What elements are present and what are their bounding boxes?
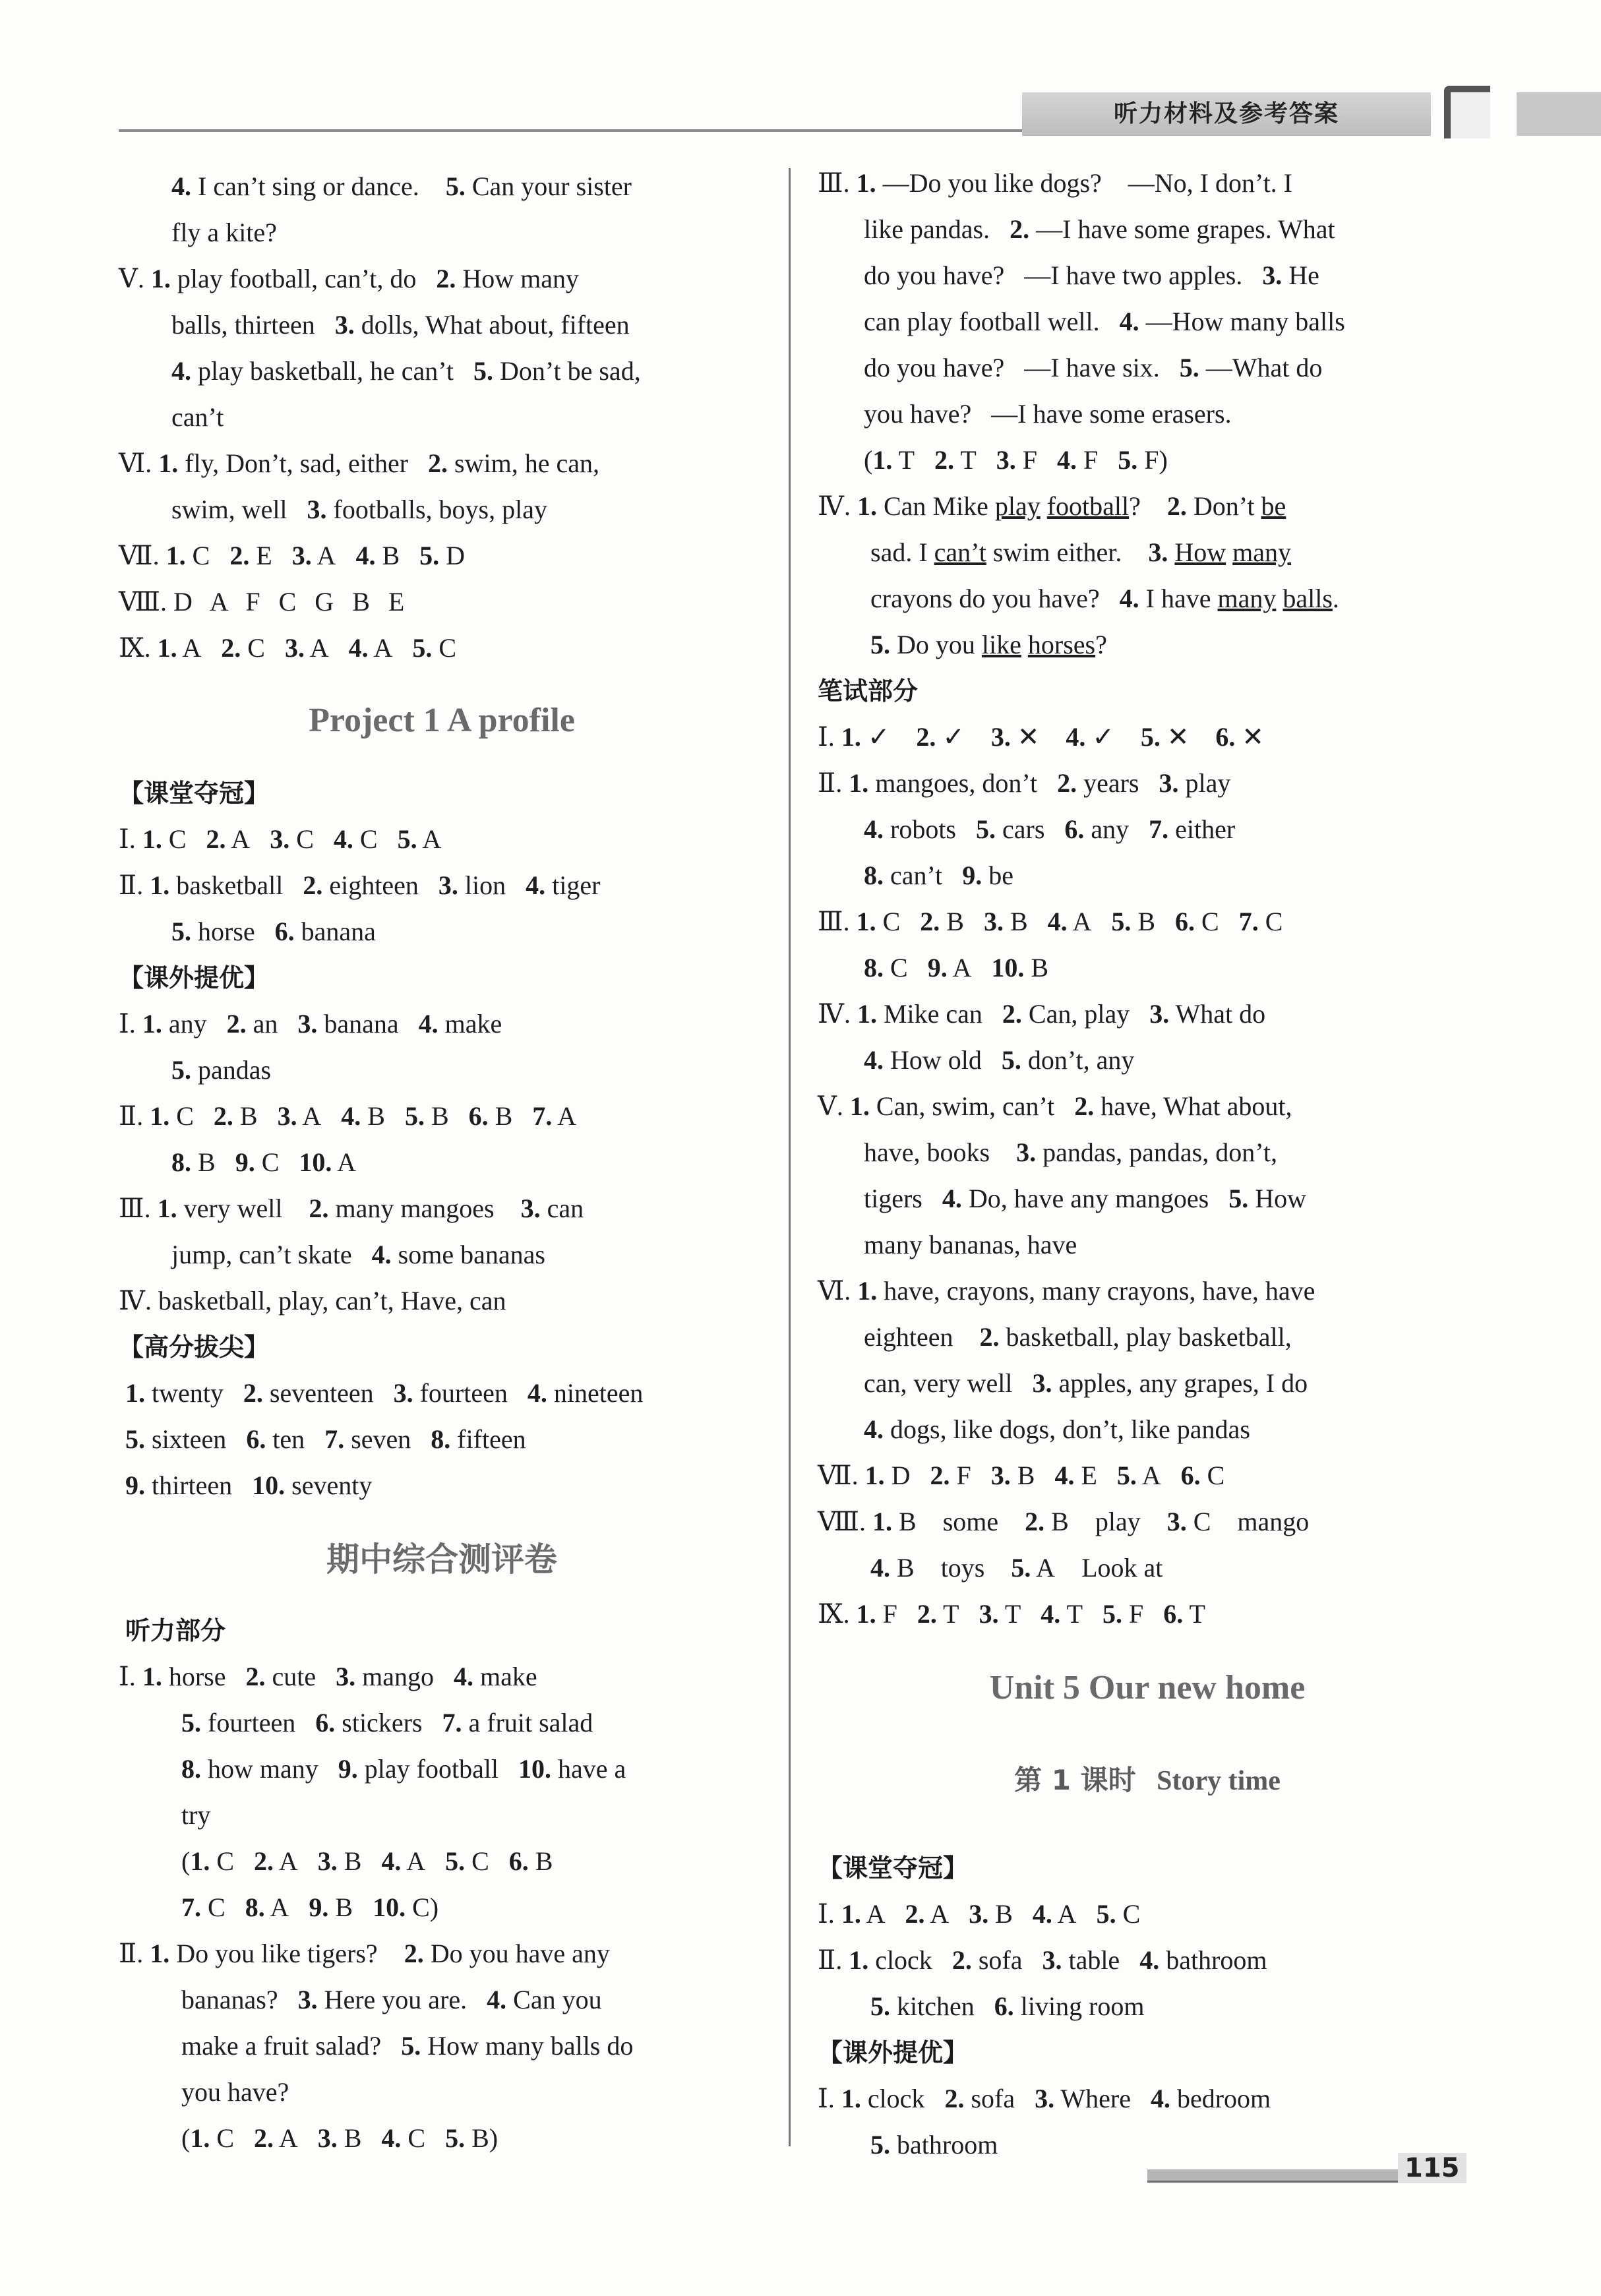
answer-line: have, books 3. pandas, pandas, don’t, [864, 1137, 1277, 1167]
footer-bar [1147, 2169, 1398, 2181]
section-title: Unit 5 Our new home [989, 1669, 1306, 1707]
section-title: 期中综合测评卷 [326, 1540, 557, 1579]
header-rule [119, 129, 1022, 132]
answer-line: like pandas. 2. —I have some grapes. What [864, 214, 1335, 244]
answer-line: 5. sixteen 6. ten 7. seven 8. fifteen [125, 1424, 526, 1454]
answer-line: tigers 4. Do, have any mangoes 5. How [864, 1184, 1306, 1213]
answer-line: Ⅲ. 1. very well 2. many mangoes 3. can [119, 1193, 584, 1223]
answer-line: Ⅰ. 1. horse 2. cute 3. mango 4. make [119, 1662, 537, 1691]
answer-line: Ⅴ. 1. Can, swim, can’t 2. have, What about, [818, 1091, 1292, 1121]
answer-line: sad. I can’t swim either. 3. How many [870, 537, 1292, 567]
answer-line: Ⅳ. basketball, play, can’t, Have, can [119, 1286, 506, 1315]
answer-line: 7. C 8. A 9. B 10. C) [181, 1892, 439, 1922]
answer-line: (1. C 2. A 3. B 4. C 5. B) [181, 2123, 498, 2153]
answer-line: Ⅳ. 1. Can Mike play football? 2. Don’t be [818, 491, 1286, 521]
answer-line: Ⅷ. D A F C G B E [119, 587, 405, 617]
answer-line: 4. How old 5. don’t, any [864, 1045, 1135, 1075]
answer-line: Ⅰ. 1. A 2. A 3. B 4. A 5. C [818, 1899, 1141, 1929]
answer-line: 5. kitchen 6. living room [870, 1991, 1145, 2021]
bracket-icon [1444, 86, 1490, 138]
answer-line: 4. dogs, like dogs, don’t, like pandas [864, 1414, 1250, 1444]
answer-line: Ⅰ. 1. ✓ 2. ✓ 3. ✕ 4. ✓ 5. ✕ 6. ✕ [818, 722, 1264, 752]
section-heading: 听力部分 [125, 1616, 226, 1645]
answer-line: 5. Do you like horses? [870, 630, 1107, 659]
page-number: 115 [1398, 2153, 1466, 2183]
answer-line: Ⅰ. 1. any 2. an 3. banana 4. make [119, 1009, 502, 1039]
answer-line: Ⅱ. 1. Do you like tigers? 2. Do you have any [119, 1939, 610, 1968]
answer-line: 8. B 9. C 10. A [171, 1147, 357, 1177]
answer-line: 5. pandas [171, 1055, 272, 1085]
answer-line: make a fruit salad? 5. How many balls do [181, 2031, 634, 2061]
section-subtitle: 第 1 课时 Story time [1014, 1764, 1281, 1796]
answer-line: 5. fourteen 6. stickers 7. a fruit salad [181, 1708, 593, 1737]
answer-line: (1. T 2. T 3. F 4. F 5. F) [864, 445, 1168, 475]
section-heading: 【课堂夺冠】 [119, 779, 270, 808]
section-heading: 笔试部分 [818, 677, 919, 706]
section-heading: 【课外提优】 [119, 963, 270, 992]
answer-line: 9. thirteen 10. seventy [125, 1470, 373, 1500]
answer-line: try [181, 1800, 211, 1830]
answer-line: can, very well 3. apples, any grapes, I do [864, 1368, 1308, 1398]
answer-line: you have? [181, 2077, 289, 2107]
answer-line: Ⅷ. 1. B some 2. B play 3. C mango [818, 1507, 1310, 1536]
footer-rule [1147, 2181, 1398, 2183]
answer-line: can’t [171, 402, 224, 432]
header-tab [1517, 92, 1601, 136]
section-title: Project 1 A profile [309, 702, 575, 739]
answer-line: 4. I can’t sing or dance. 5. Can your sister [171, 171, 632, 201]
answer-line: 5. horse 6. banana [171, 917, 376, 946]
answer-line: 8. how many 9. play football 10. have a [181, 1754, 626, 1784]
answer-line: jump, can’t skate 4. some bananas [171, 1240, 545, 1269]
answer-line: crayons do you have? 4. I have many balls. [870, 584, 1339, 613]
answer-line: 4. robots 5. cars 6. any 7. either [864, 814, 1236, 844]
answer-line: can play football well. 4. —How many balls [864, 307, 1345, 336]
answer-line: bananas? 3. Here you are. 4. Can you [181, 1985, 602, 2014]
answer-line: Ⅱ. 1. clock 2. sofa 3. table 4. bathroom [818, 1945, 1267, 1975]
answer-line: many bananas, have [864, 1230, 1077, 1259]
answer-line: Ⅲ. 1. C 2. B 3. B 4. A 5. B 6. C 7. C [818, 907, 1283, 936]
answer-line: 4. B toys 5. A Look at [870, 1553, 1163, 1583]
answer-line: you have? —I have some erasers. [864, 399, 1232, 429]
answer-line: Ⅰ. 1. C 2. A 3. C 4. C 5. A [119, 824, 442, 854]
answer-line: Ⅰ. 1. clock 2. sofa 3. Where 4. bedroom [818, 2084, 1271, 2113]
answer-line: Ⅵ. 1. have, crayons, many crayons, have, have [818, 1276, 1315, 1306]
answer-line: Ⅱ. 1. mangoes, don’t 2. years 3. play [818, 768, 1231, 798]
answer-line: Ⅳ. 1. Mike can 2. Can, play 3. What do [818, 999, 1266, 1029]
answer-line: Ⅶ. 1. C 2. E 3. A 4. B 5. D [119, 541, 466, 570]
answer-line: Ⅱ. 1. C 2. B 3. A 4. B 5. B 6. B 7. A [119, 1101, 576, 1131]
answer-line: Ⅸ. 1. A 2. C 3. A 4. A 5. C [119, 633, 457, 663]
answer-line: do you have? —I have six. 5. —What do [864, 353, 1323, 382]
answer-line: eighteen 2. basketball, play basketball, [864, 1322, 1292, 1352]
answer-line: Ⅵ. 1. fly, Don’t, sad, either 2. swim, he can, [119, 448, 599, 478]
answer-line: Ⅶ. 1. D 2. F 3. B 4. E 5. A 6. C [818, 1461, 1225, 1490]
answer-line: balls, thirteen 3. dolls, What about, fifteen [171, 310, 630, 340]
answer-line: Ⅴ. 1. play football, can’t, do 2. How many [119, 264, 580, 293]
answer-line: 8. can’t 9. be [864, 861, 1013, 890]
answer-line: 5. bathroom [870, 2130, 998, 2160]
answer-line: swim, well 3. footballs, boys, play [171, 495, 547, 524]
answer-line: Ⅱ. 1. basketball 2. eighteen 3. lion 4. tiger [119, 870, 601, 900]
answer-line: Ⅲ. 1. —Do you like dogs? —No, I don’t. I [818, 168, 1293, 198]
answer-line: (1. C 2. A 3. B 4. A 5. C 6. B [181, 1846, 553, 1876]
column-divider [789, 168, 791, 2146]
answer-line: 1. twenty 2. seventeen 3. fourteen 4. nineteen [125, 1378, 644, 1408]
answer-line: 8. C 9. A 10. B [864, 953, 1049, 982]
answer-line: 4. play basketball, he can’t 5. Don’t be sad, [171, 356, 641, 386]
section-heading: 【高分拔尖】 [119, 1333, 270, 1362]
answer-line: Ⅸ. 1. F 2. T 3. T 4. T 5. F 6. T [818, 1599, 1205, 1629]
answer-line: do you have? —I have two apples. 3. He [864, 260, 1319, 290]
answer-line: fly a kite? [171, 218, 277, 247]
section-heading: 【课外提优】 [818, 2038, 969, 2067]
section-heading: 【课堂夺冠】 [818, 1854, 969, 1883]
header-banner: 听力材料及参考答案 [1022, 92, 1431, 136]
